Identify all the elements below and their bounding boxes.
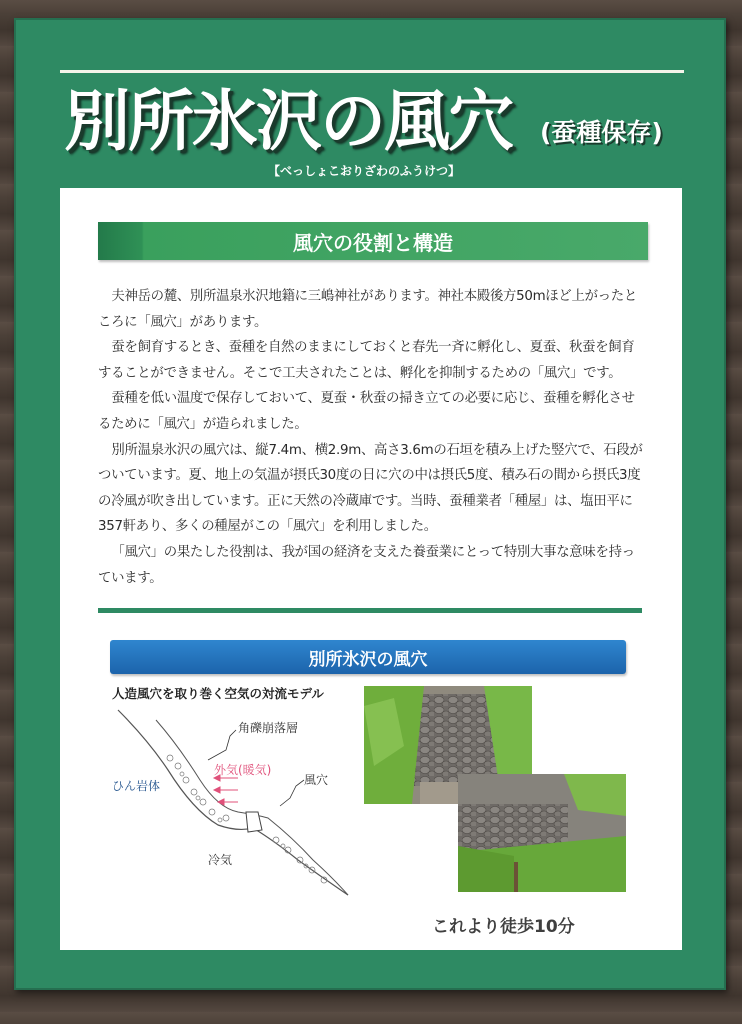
convection-diagram xyxy=(108,700,358,900)
paragraph-2: 蚕を飼育するとき、蚕種を自然のままにしておくと春先一斉に孵化し、夏蚕、秋蚕を飼育することができません。そこで工夫されたことは、孵化を抑制するための「風穴」です。 xyxy=(98,340,635,381)
paragraph-5: 「風穴」の果たした役割は、我が国の経済を支えた養蚕業にとって特別大事な意味を持っています。 xyxy=(98,544,635,586)
section-heading: 風穴の役割と構造 xyxy=(98,222,648,260)
cold-air-label: 冷気 xyxy=(208,853,233,867)
paragraph-3: 蚕種を低い温度で保存しておいて、夏蚕・秋蚕の掃き立ての必要に応じ、蚕種を孵化させるために「風穴」が造られました。 xyxy=(98,391,635,432)
rock-label: ひん岩体 xyxy=(112,779,161,793)
title-reading: 【べっしょこおりざわのふうけつ】 xyxy=(268,164,461,178)
section-divider xyxy=(98,608,642,613)
lower-photo xyxy=(458,774,626,892)
outside-air-label: 外気(暖気) xyxy=(214,763,272,777)
sign-title: 別所氷沢の風穴 xyxy=(64,83,512,160)
sign-title-paren: (蚕種保存) xyxy=(540,118,663,147)
paragraph-4: 別所温泉氷沢の風穴は、縦7.4m、横2.9m、高さ3.6mの石垣を積み上げた竪穴で、石段がついています。夏、地上の気温が摂氏30度の日に穴の中は摂氏5度、積み石の間から摂氏3度の冷風が吹き出しています。正に天然の冷蔵庫です。当時、蚕種業者「種屋」は、塩田平に357軒あり、多くの種屋がこの「風穴」を利用しました。 xyxy=(98,442,643,535)
paragraph-1: 夫神岳の麓、別所温泉氷沢地籍に三嶋神社があります。神社本殿後方50mほど上がったところに「風穴」があります。 xyxy=(98,289,637,330)
photo-collage xyxy=(364,686,628,894)
top-rule xyxy=(60,70,684,73)
diagram-heading: 別所氷沢の風穴 xyxy=(110,640,626,674)
walking-distance-note: これより徒歩10分 xyxy=(432,917,575,937)
hole-label: 風穴 xyxy=(304,773,329,787)
body-text xyxy=(98,284,646,591)
diagram-caption: 人造風穴を取り巻く空気の対流モデル xyxy=(112,686,324,701)
layer-label: 角礫崩落層 xyxy=(238,721,299,735)
